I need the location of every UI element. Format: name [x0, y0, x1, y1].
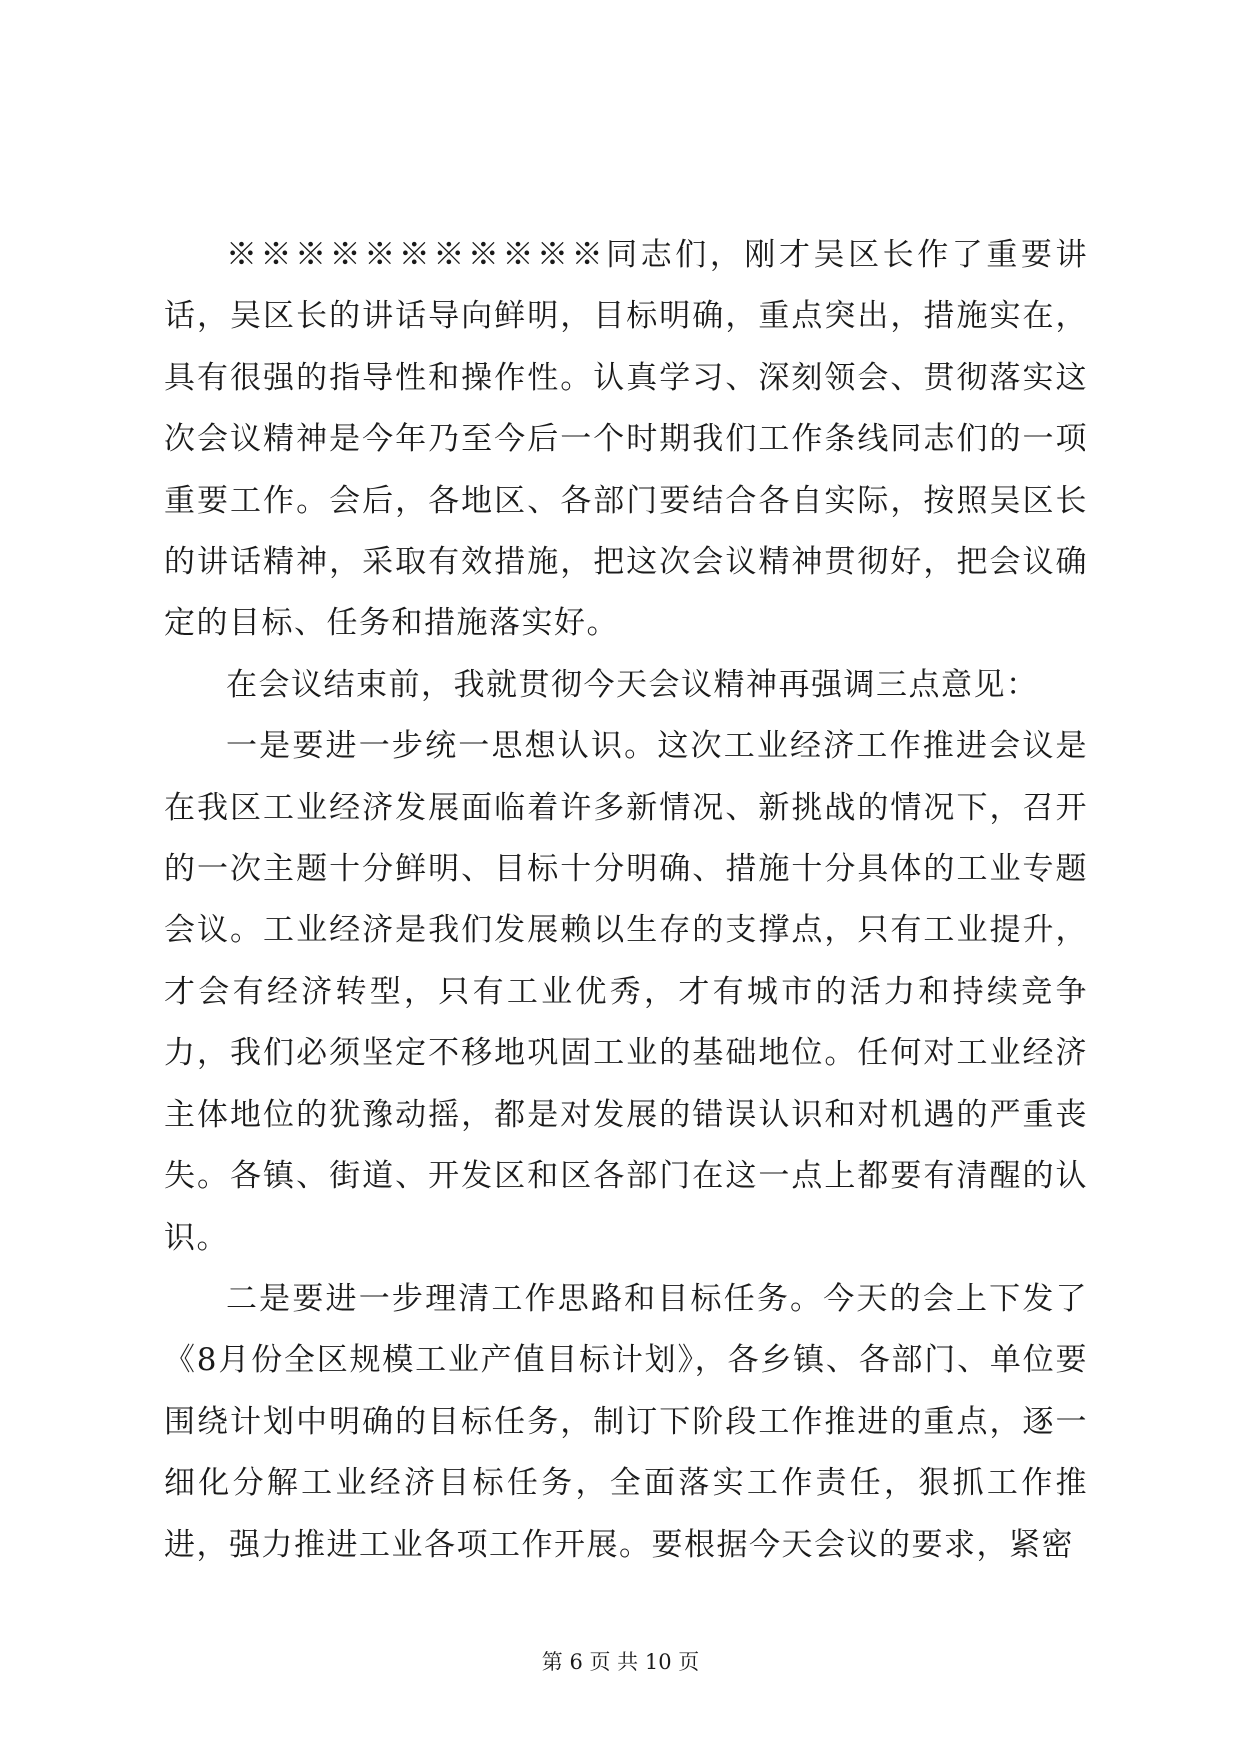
page-footer: 第 6 页 共 10 页 — [541, 1650, 700, 1674]
paragraph-point-one: 一是要进一步统一思想认识。这次工业经济工作推进会议是在我区工业经济发展面临着许多新情况、新挑战的情况下，召开的一次主题十分鲜明、目标十分明确、措施十分具体的工业专题会议。工业经济是我们发展赖以生存的支撑点，只有工业提升，才会有经济转型，只有工业优秀，才有城市的活力和持续竞争力，我们必须坚定不移地巩固工业的基础地位。任何对工业经济主体地位的犹豫动摇，都是对发展的错误认识和对机遇的严重丧失。各镇、街道、开发区和区各部门在这一点上都要有清醒的认识。 — [164, 728, 1088, 1256]
document-body — [164, 225, 1088, 1576]
paragraph-intro-three-points: 在会议结束前，我就贯彻今天会议精神再强调三点意见： — [226, 666, 1039, 703]
paragraph-point-two: 二是要进一步理清工作思路和目标任务。今天的会上下发了《8月份全区规模工业产值目标计划》，各乡镇、各部门、单位要围绕计划中明确的目标任务，制订下阶段工作推进的重点，逐一细化分解工业经济目标任务，全面落实工作责任，狠抓工作推进，强力推进工业各项工作开展。要根据今天会议的要求，紧密 — [164, 1280, 1088, 1563]
paragraph-opening: ※※※※※※※※※※※同志们，刚才吴区长作了重要讲话，吴区长的讲话导向鲜明，目标明确，重点突出，措施实在，具有很强的指导性和操作性。认真学习、深刻领会、贯彻落实这次会议精神是今年乃至今后一个时期我们工作条线同志们的一项重要工作。会后，各地区、各部门要结合各自实际，按照吴区长的讲话精神，采取有效措施，把这次会议精神贯彻好，把会议确定的目标、任务和措施落实好。 — [164, 237, 1088, 642]
